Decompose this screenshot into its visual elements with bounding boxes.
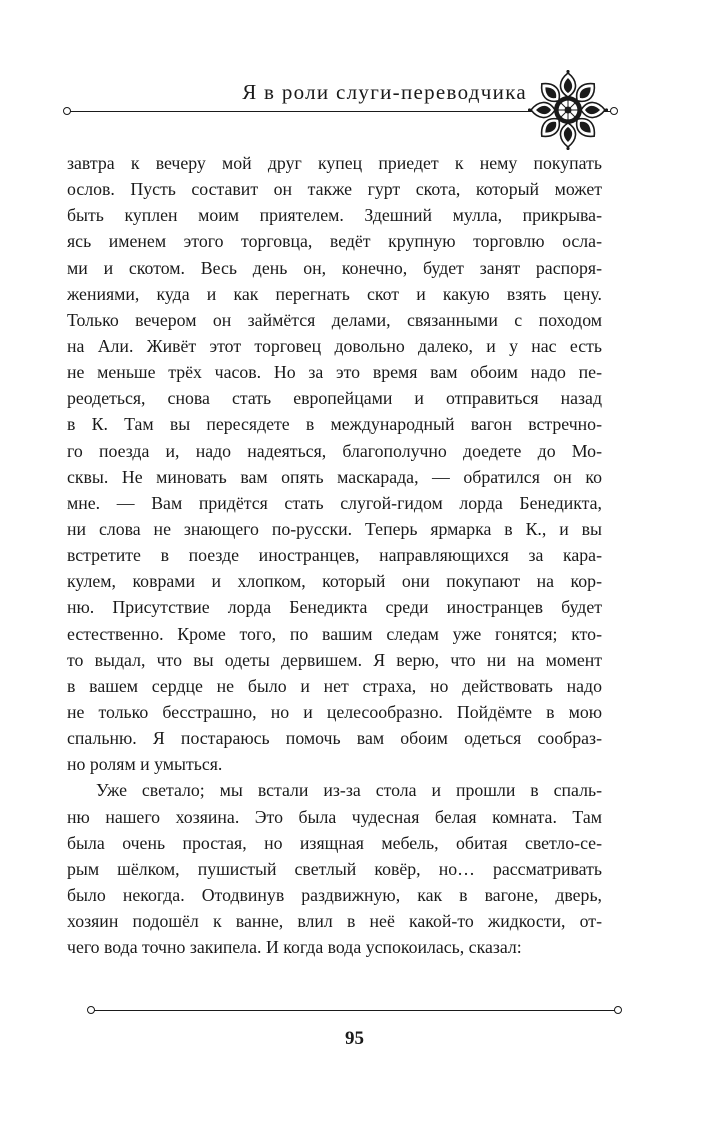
text-line: ню. Присутствие лорда Бенедикта среди иностранцев будет bbox=[67, 597, 602, 618]
paragraph-2 bbox=[67, 777, 602, 960]
text-line: кулем, коврами и хлопком, который они покупают на кор- bbox=[67, 571, 602, 592]
text-line: то выдал, что вы одеты дервишем. Я верю, что ни на момент bbox=[67, 649, 602, 670]
text-line: в К. Там вы пересядете в международный вагон встречно- bbox=[67, 414, 602, 435]
text-line: сквы. Не миновать вам опять маскарада, — обратился он ко bbox=[67, 466, 602, 487]
text-line: в вашем сердце не было и нет страха, но действовать надо bbox=[67, 675, 602, 696]
text-line: не меньше трёх часов. Но за это время вам обоим надо пе- bbox=[67, 362, 602, 383]
text-line: жениями, куда и как перегнать скот и какую взять цену. bbox=[67, 283, 602, 304]
header-rule-end-left bbox=[63, 107, 71, 115]
text-line: быть куплен моим приятелем. Здешний мулла, прикрыва- bbox=[67, 205, 602, 226]
text-line: мне. — Вам придётся стать слугой-гидом лорда Бенедикта, bbox=[67, 492, 602, 513]
text-line: завтра к вечеру мой друг купец приедет к нему покупать bbox=[67, 153, 602, 173]
text-line: реодеться, снова стать европейцами и отправиться назад bbox=[67, 388, 602, 409]
text-line: го поезда и, надо надеяться, благополучно доедете до Мо- bbox=[67, 440, 602, 461]
paragraph-1 bbox=[67, 150, 602, 777]
text-line: хозяин подошёл к ванне, влил в неё какой-то жидкости, от- bbox=[67, 911, 602, 932]
footer-rule bbox=[92, 1010, 617, 1011]
page-number: 95 bbox=[345, 1028, 364, 1049]
text-line: не только бесстрашно, но и целесообразно. Пойдёмте в мою bbox=[67, 701, 602, 722]
text-line: ми и скотом. Весь день он, конечно, будет занят распоря- bbox=[67, 257, 602, 278]
text-line: ослов. Пусть составит он также гурт скота, который может bbox=[67, 179, 602, 200]
text-line: чего вода точно закипела. И когда вода успокоилась, сказал: bbox=[67, 937, 522, 958]
text-line: Только вечером он займётся делами, связанными с походом bbox=[67, 309, 602, 330]
mandala-ornament-icon bbox=[528, 70, 608, 150]
footer-rule-end-right bbox=[614, 1006, 622, 1014]
page-header bbox=[0, 0, 709, 150]
running-title: Я в роли слуги-переводчика bbox=[242, 80, 527, 104]
footer-rule-end-left bbox=[87, 1006, 95, 1014]
text-line: ни слова не знающего по-русски. Теперь ярмарка в К., и вы bbox=[67, 518, 602, 539]
text-line: естественно. Кроме того, по вашим следам уже гонятся; кто- bbox=[67, 623, 602, 644]
text-line: на Али. Живёт этот торговец довольно далеко, и у нас есть bbox=[67, 335, 602, 356]
text-line: была очень простая, но изящная мебель, обитая светло-се- bbox=[67, 832, 602, 853]
text-line: ясь именем этого торговца, ведёт крупную торговлю осла- bbox=[67, 231, 602, 252]
header-rule-end-right bbox=[610, 107, 618, 115]
text-line: рым шёлком, пушистый светлый ковёр, но… рассматривать bbox=[67, 858, 602, 879]
text-line: спальню. Я постараюсь помочь вам обоим одеться сообраз- bbox=[67, 728, 602, 749]
text-line: ню нашего хозяина. Это была чудесная белая комната. Там bbox=[67, 806, 602, 827]
text-line: Уже светало; мы встали из-за стола и прошли в спаль- bbox=[96, 780, 602, 801]
body-text bbox=[67, 150, 602, 960]
text-line: но ролям и умыться. bbox=[67, 754, 223, 775]
text-line: встретите в поезде иностранцев, направляющихся за кара- bbox=[67, 545, 602, 566]
text-line: было некогда. Отодвинув раздвижную, как в вагоне, дверь, bbox=[67, 884, 602, 905]
